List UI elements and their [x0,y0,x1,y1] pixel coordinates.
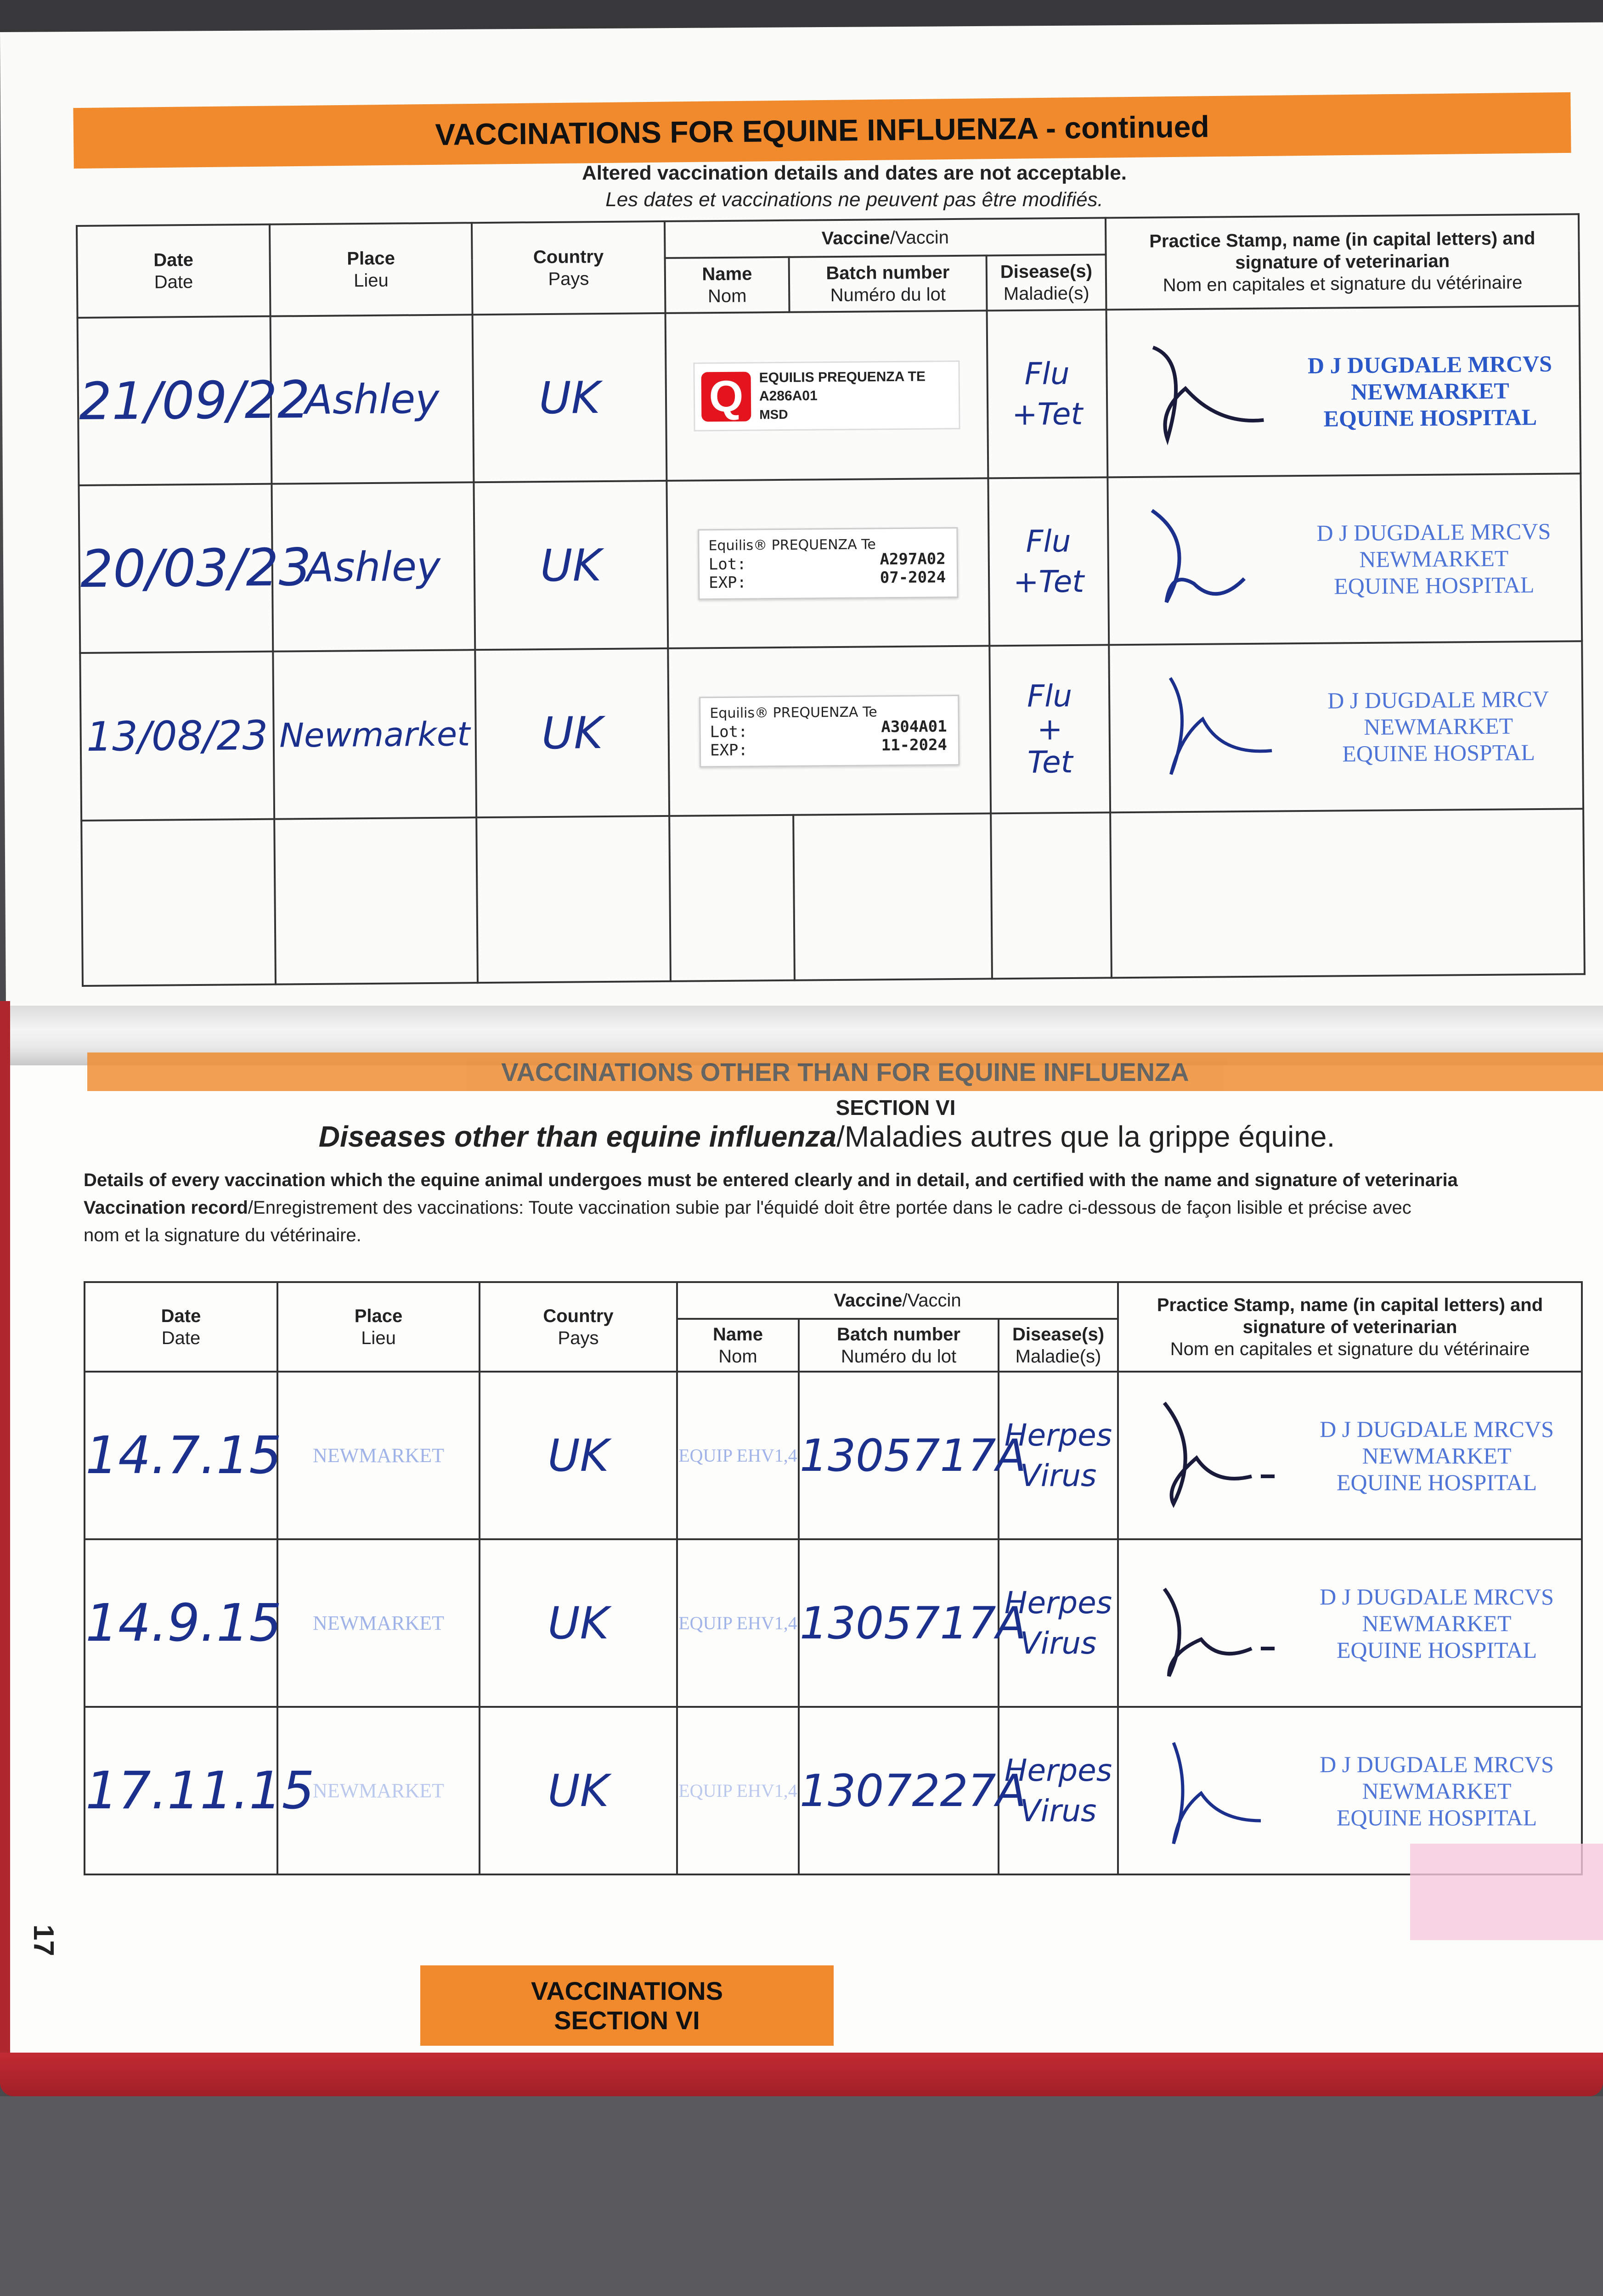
sticky-note [1410,1844,1603,1940]
note-en: Altered vaccination details and dates are not acceptable. [582,162,1127,184]
vaccine-label-cell [666,310,988,480]
practice-stamp: D J DUGDALE MRCVS NEWMARKET EQUINE HOSPITAL [1320,1751,1554,1830]
note-fr: Les dates et vaccinations ne peuvent pas être modifiés. [605,188,1103,211]
practice-stamp: D J DUGDALE MRCVS NEWMARKET EQUINE HOSPITAL [1320,1583,1554,1663]
row-batch: 1305717A [799,1372,999,1539]
table-row-empty [81,809,1585,986]
header-batch: Batch number Numéro du lot [789,255,987,312]
other-vaccination-table [84,1281,1583,1875]
header-disease: Disease(s) Maladie(s) [987,254,1106,310]
header-name: Name Nom [677,1319,799,1372]
row-date: 13/08/23 [80,652,274,821]
label-product: EQUILIS PREQUENZA TE [759,368,926,385]
header-date: Date Date [85,1282,277,1372]
row-country: UK [473,313,667,482]
msd-logo-icon: MSD [759,407,788,422]
lot-label: Lot: [710,722,748,741]
row-country: UK [480,1372,677,1539]
vaccine-sticker [698,527,958,599]
row-disease: Herpes Virus [999,1372,1118,1539]
row-place: NEWMARKET [277,1707,480,1874]
book-cover-edge [0,1001,10,2071]
header-country: Country Pays [472,221,666,315]
practice-stamp: D J DUGDALE MRCV NEWMARKET EQUINE HOSPTAL [1327,686,1549,766]
diseases-heading: Diseases other than equine influenza/Maladies autres que la grippe équine. [318,1120,1335,1153]
practice-stamp: D J DUGDALE MRCVS NEWMARKET EQUINE HOSPITAL [1320,1416,1554,1495]
header-date: Date Date [77,225,271,318]
row-stamp-signature [1109,641,1583,812]
footer-section-tab: VACCINATIONS SECTION VI [420,1965,834,2046]
row-vaccine-name: EQUIP EHV1,4 [677,1707,799,1874]
details-paragraph: Details of every vaccination which the equine animal undergoes must be entered clearly and in detail, and certified with the name and signature of veterinaria Vaccination record/Enregistrement des vaccinations: Toute vaccination subie par l'équidé doit être portée dans le cadre ci-dessous de façon lisible et précise avec nom et la signature du vétérinaire. [84,1170,1458,1245]
signature-icon [1146,1394,1284,1518]
table-row [80,641,1583,821]
header-country: Country Pays [480,1282,677,1372]
sticker-brand: Equilis® PREQUENZA Te [710,703,877,721]
header-place: Place Lieu [277,1282,480,1372]
header-name: Name Nom [665,257,790,313]
row-date: 14.7.15 [85,1372,277,1539]
flu-vaccination-table [76,213,1586,987]
label-batch: A286A01 [759,388,818,404]
vaccine-label-sticker [693,360,960,431]
row-stamp-signature [1118,1372,1582,1539]
row-place: Ashley [271,482,475,651]
row-place: NEWMARKET [277,1372,480,1539]
header-place: Place Lieu [270,223,473,316]
row-country: UK [475,648,669,817]
header-disease: Disease(s) Maladie(s) [999,1319,1118,1372]
row-vaccine-name: EQUIP EHV1,4 [677,1372,799,1539]
signature-icon [1143,668,1281,788]
table-row [85,1539,1582,1707]
row-place: Newmarket [273,650,476,819]
signature-icon [1146,1561,1284,1685]
exp-value: 07-2024 [880,568,946,587]
table-row [85,1372,1582,1539]
row-stamp-signature [1106,306,1581,477]
row-country: UK [474,481,668,650]
row-date: 14.9.15 [85,1539,277,1707]
row-country: UK [480,1707,677,1874]
signature-icon [1146,1729,1284,1853]
lot-value: A304A01 [881,717,947,736]
row-disease: Herpes Virus [999,1707,1118,1874]
row-country: UK [480,1539,677,1707]
exp-label: EXP: [710,741,748,760]
exp-label: EXP: [709,573,747,592]
faded-banner: VACCINATIONS OTHER THAN FOR EQUINE INFLUENZA [87,1052,1603,1091]
row-disease: Flu + Tet [989,645,1110,813]
row-stamp-signature [1118,1539,1582,1707]
header-vaccine: Vaccine/Vaccin [665,218,1106,258]
q-logo-icon: Q [701,371,751,422]
row-date: 21/09/22 [78,316,272,485]
lot-value: A297A02 [880,549,946,568]
header-batch: Batch number Numéro du lot [799,1319,999,1372]
vaccine-label-cell [666,478,989,648]
table-row [85,1707,1582,1874]
scanner-background-bottom [0,2096,1603,2296]
row-batch: 1307227A [799,1707,999,1874]
practice-stamp: D J DUGDALE MRCVS NEWMARKET EQUINE HOSPITAL [1307,350,1552,432]
signature-icon [1134,332,1273,453]
header-vaccine: Vaccine/Vaccin [677,1282,1118,1319]
section-title: SECTION VI [835,1096,956,1120]
sticker-brand: Equilis® PREQUENZA Te [708,536,876,554]
header-practice-stamp: Practice Stamp, name (in capital letters) and signature of veterinarian Nom en capitales et signature du vétérinaire [1106,214,1580,310]
signature-icon [1138,500,1277,620]
row-date: 17.11.15 [85,1707,277,1874]
vaccine-sticker [699,694,960,767]
flu-banner: VACCINATIONS FOR EQUINE INFLUENZA - continued [73,92,1571,169]
lot-label: Lot: [708,555,746,574]
row-vaccine-name: EQUIP EHV1,4 [677,1539,799,1707]
table-row [78,306,1581,485]
row-date: 20/03/23 [79,484,273,653]
row-disease: Flu +Tet [987,310,1108,478]
alteration-note [524,162,1185,211]
row-place: NEWMARKET [277,1539,480,1707]
header-practice-stamp: Practice Stamp, name (in capital letters) and signature of veterinarian Nom en capitales et signature du vétérinaire [1118,1282,1582,1372]
book-cover-bottom [0,2053,1603,2096]
exp-value: 11-2024 [881,735,948,754]
table-row [79,473,1582,653]
practice-stamp: D J DUGDALE MRCVS NEWMARKET EQUINE HOSPITAL [1316,518,1551,599]
row-batch: 1305717A [799,1539,999,1707]
page-number: 17 [27,1925,59,1956]
vaccine-label-cell [668,646,991,816]
row-disease: Herpes Virus [999,1539,1118,1707]
row-place: Ashley [271,315,474,484]
row-stamp-signature [1107,473,1582,645]
row-disease: Flu +Tet [988,477,1109,646]
